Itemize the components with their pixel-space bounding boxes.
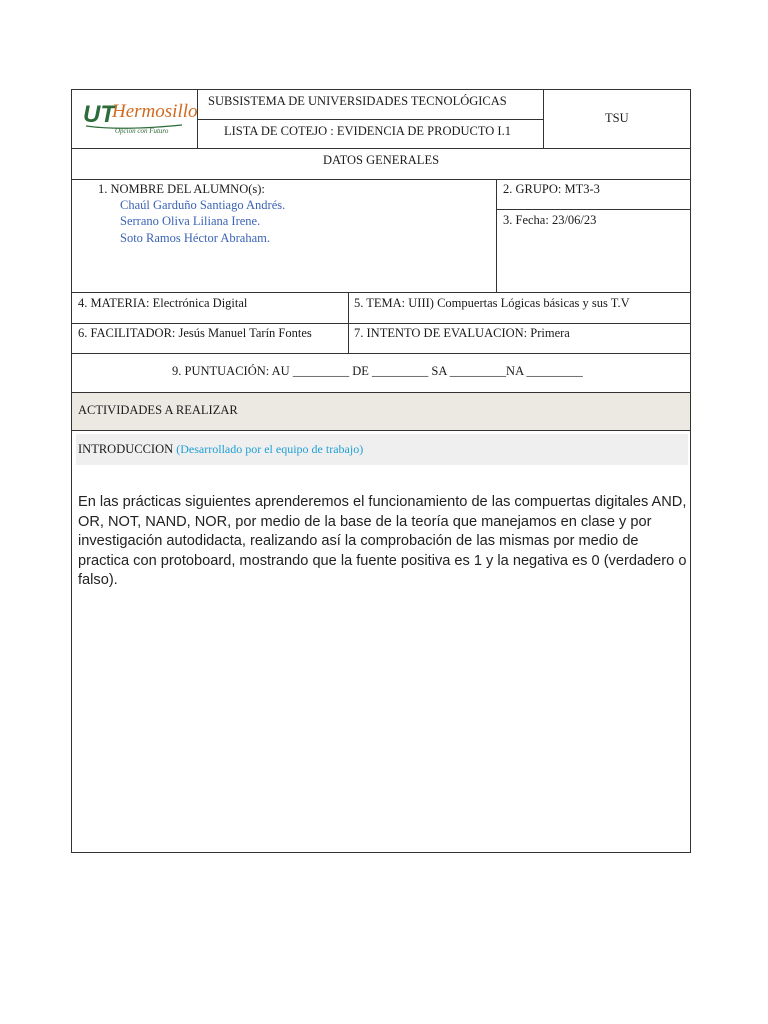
student-name: Chaúl Garduño Santiago Andrés. <box>120 198 286 212</box>
general-data-heading: DATOS GENERALES <box>322 153 440 167</box>
checklist-document <box>71 89 691 853</box>
logo-wordmark: Hermosillo <box>112 101 198 122</box>
student-name: Serrano Oliva Liliana Irene. <box>120 214 261 228</box>
logo-tagline: Opción con Futuro <box>115 127 169 135</box>
svg-text:UT: UT <box>83 101 115 128</box>
subsystem-title: SUBSISTEMA DE UNIVERSIDADES TECNOLÓGICAS <box>208 94 507 108</box>
attempt-field: 7. INTENTO DE EVALUACION: Primera <box>354 326 570 340</box>
score-field: 9. PUNTUACIÓN: AU _________ DE _________ SA _________NA _________ <box>172 364 583 378</box>
activities-heading: ACTIVIDADES A REALIZAR <box>78 403 238 417</box>
subject-field: 4. MATERIA: Electrónica Digital <box>78 296 248 310</box>
topic-field: 5. TEMA: UIII) Compuertas Lógicas básicas y sus T.V <box>354 296 630 310</box>
facilitator-field: 6. FACILITADOR: Jesús Manuel Tarín Fontes <box>78 326 312 340</box>
level-label: TSU <box>605 111 629 125</box>
intro-heading <box>78 442 363 457</box>
date-field: 3. Fecha: 23/06/23 <box>503 213 597 227</box>
intro-note: (Desarrollado por el equipo de trabajo) <box>176 442 364 456</box>
students-label: 1. NOMBRE DEL ALUMNO(s): <box>98 182 265 196</box>
intro-paragraph: En las prácticas siguientes aprenderemos el funcionamiento de las compuertas digitales AND, OR, NOT, NAND, NOR, por medio de la base de la teoría que manejamos en clase y por investigación autodidacta, realizando así la comprobación de las mismas por medio de practica con protoboard, mostrando que la fuente positiva es 1 y la negativa es 0 (verdadero o falso). <box>78 494 687 588</box>
intro-label: INTRODUCCION <box>78 442 174 456</box>
group-field: 2. GRUPO: MT3-3 <box>503 182 600 196</box>
ut-hermosillo-logo <box>82 95 198 137</box>
checklist-title: LISTA DE COTEJO : EVIDENCIA DE PRODUCTO I.1 <box>224 124 511 138</box>
student-name: Soto Ramos Héctor Abraham. <box>120 231 270 245</box>
